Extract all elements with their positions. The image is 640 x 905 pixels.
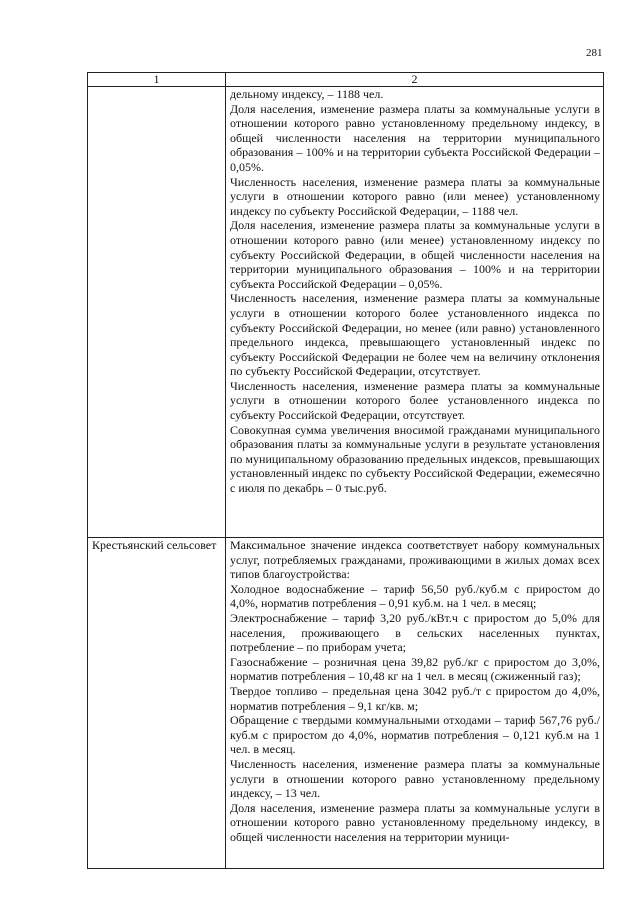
column-header-2: 2 [226, 73, 604, 87]
row-label: Крестьянский сельсовет [88, 538, 226, 869]
paragraph: Обращение с твердыми коммунальными отходами – тариф 567,76 руб./куб.м с приростом до 4,0%, норматив потребления – 0,121 куб.м на 1 чел. в месяц. [230, 713, 600, 757]
paragraph: Доля населения, изменение размера платы за коммунальные услуги в отношении которого равно установленному предельному индексу, в общей численности населения на территории муници- [230, 800, 600, 844]
table-row [88, 538, 604, 869]
paragraph: Доля населения, изменение размера платы за коммунальные услуги в отношении которого равно установленному предельному индексу, в общей численности населения на территории муниципального образования – 100% и на территории субъекта Российской Федерации – 0,05%. [230, 101, 600, 174]
table-header-row [88, 73, 604, 87]
row-label [88, 87, 226, 538]
paragraph: дельному индексу, – 1188 чел. [230, 87, 384, 101]
paragraph: Максимальное значение индекса соответствует набору коммунальных услуг, потребляемых гражданами, проживающими в жилых домах всех типов благоустройства: [230, 538, 600, 582]
page-number: 281 [586, 47, 603, 59]
paragraph: Численность населения, изменение размера платы за коммунальные услуги в отношении которого более установленного индекса по субъекту Российской Федерации, отсутствует. [230, 378, 600, 423]
row-content [226, 87, 604, 538]
paragraph: Совокупная сумма увеличения вносимой гражданами муниципального образования платы за коммунальные услуги в результате установления по муниципальному образованию предельных индексов, превышающих установленный индекс по субъекту Российской Федерации, ежемесячно с июля по декабрь – 0 тыс.руб. [230, 422, 600, 496]
paragraph: Электроснабжение – тариф 3,20 руб./кВт.ч с приростом до 5,0% для населения, проживающего в сельских населенных пунктах, потребление – по приборам учета; [230, 610, 600, 655]
row-content [226, 538, 604, 869]
paragraph: Газоснабжение – розничная цена 39,82 руб./кг с приростом до 3,0%, норматив потребления – 10,48 кг на 1 чел. в месяц (сжиженный газ); [230, 654, 600, 684]
paragraph: Холодное водоснабжение – тариф 56,50 руб./куб.м с приростом до 4,0%, норматив потребления – 0,91 куб.м. на 1 чел. в месяц; [230, 581, 600, 611]
paragraph: Численность населения, изменение размера платы за коммунальные услуги в отношении которого равно (или менее) установленному индексу по субъекту Российской Федерации, – 1188 чел. [230, 174, 600, 218]
column-header-1: 1 [88, 73, 226, 87]
table-row [88, 87, 604, 538]
document-table [87, 72, 604, 869]
paragraph: Твердое топливо – предельная цена 3042 руб./т с приростом до 4,0%, норматив потребления – 9,1 кг/кв. м; [230, 683, 600, 713]
paragraph: Численность населения, изменение размера платы за коммунальные услуги в отношении которого более установленного индекса по субъекту Российской Федерации, но менее (или равно) установленного предельного индекса, превышающего установленный индекс по субъекту Российской Федерации не более чем на величину отклонения по субъекту Российской Федерации, отсутствует. [230, 291, 600, 379]
paragraph: Численность населения, изменение размера платы за коммунальные услуги в отношении которого равно установленному предельному индексу, – 13 чел. [230, 756, 600, 801]
paragraph: Доля населения, изменение размера платы за коммунальные услуги в отношении которого равно (или менее) установленному индексу по субъекту Российской Федерации, в общей численности населения на территории муниципального образования – 100% и на территории субъекта Российской Федерации – 0,05%. [230, 218, 600, 291]
